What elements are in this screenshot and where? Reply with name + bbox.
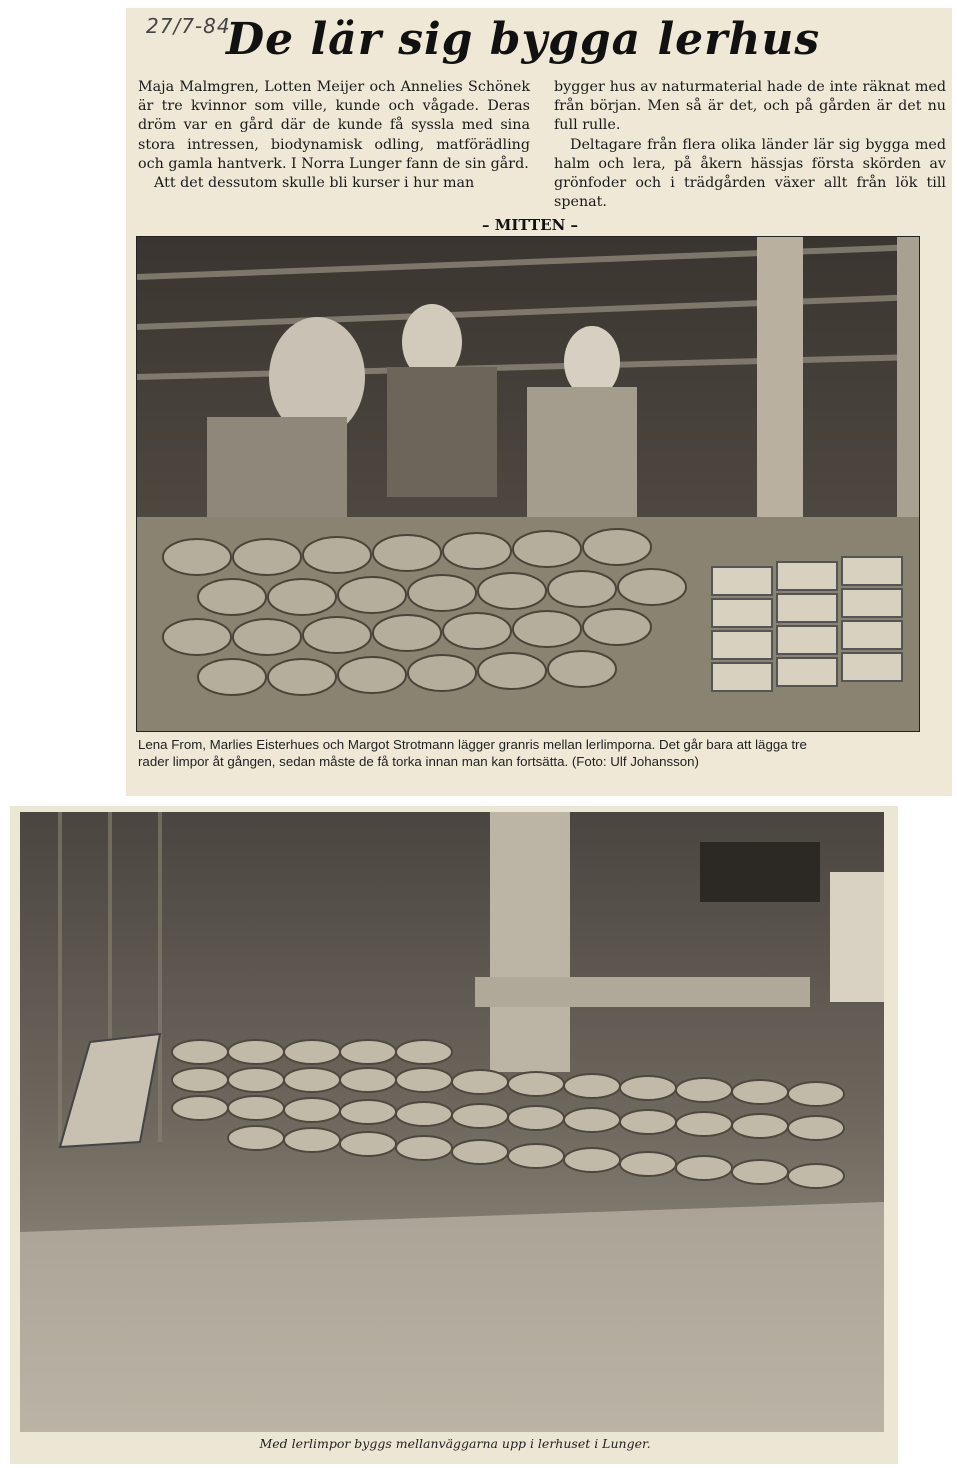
handwritten-date: 27/7-84 [146, 14, 231, 38]
section-tag: – MITTEN – [482, 216, 578, 234]
column-1-paragraph-1: Maja Malmgren, Lotten Meijer och Annelies Schönek är tre kvinnor som ville, kunde och vågade. Deras dröm var en gård där de kunde få syssla med sina stora intressen, biodynamisk odling, matförädling och gamla hantverk. I Norra Lunger fann de sin gård. [138, 79, 530, 172]
photo-1-caption: Lena From, Marlies Eisterhues och Margot Strotmann lägger granris mellan lerlimporna. Det går bara att lägga tre rader limpor åt gången, sedan måste de få torka innan man kan fortsätta. (Foto: Ulf Johansson) [138, 737, 807, 769]
photo-2-caption: Med lerlimpor byggs mellanväggarna upp i lerhuset i Lunger. [259, 1436, 651, 1451]
headline: De lär sig bygga lerhus [226, 14, 821, 65]
column-2-paragraph-1: bygger hus av naturmaterial hade de inte räknat med från början. Men så är det, och på gården är det nu full rulle. [554, 79, 946, 134]
article-column-2 [554, 78, 946, 212]
article-column-1 [138, 78, 530, 193]
photo-clay-loaf-wall-barn [20, 812, 884, 1432]
column-2-paragraph-2: Deltagare från flera olika länder lär sig bygga med halm och lera, på åkern hässjas första skörden av grönfoder och i trädgården växer allt från lök till spenat. [554, 136, 946, 211]
photo-women-building-wall [136, 236, 920, 732]
column-1-paragraph-2: Att det dessutom skulle bli kurser i hur man [154, 175, 475, 192]
